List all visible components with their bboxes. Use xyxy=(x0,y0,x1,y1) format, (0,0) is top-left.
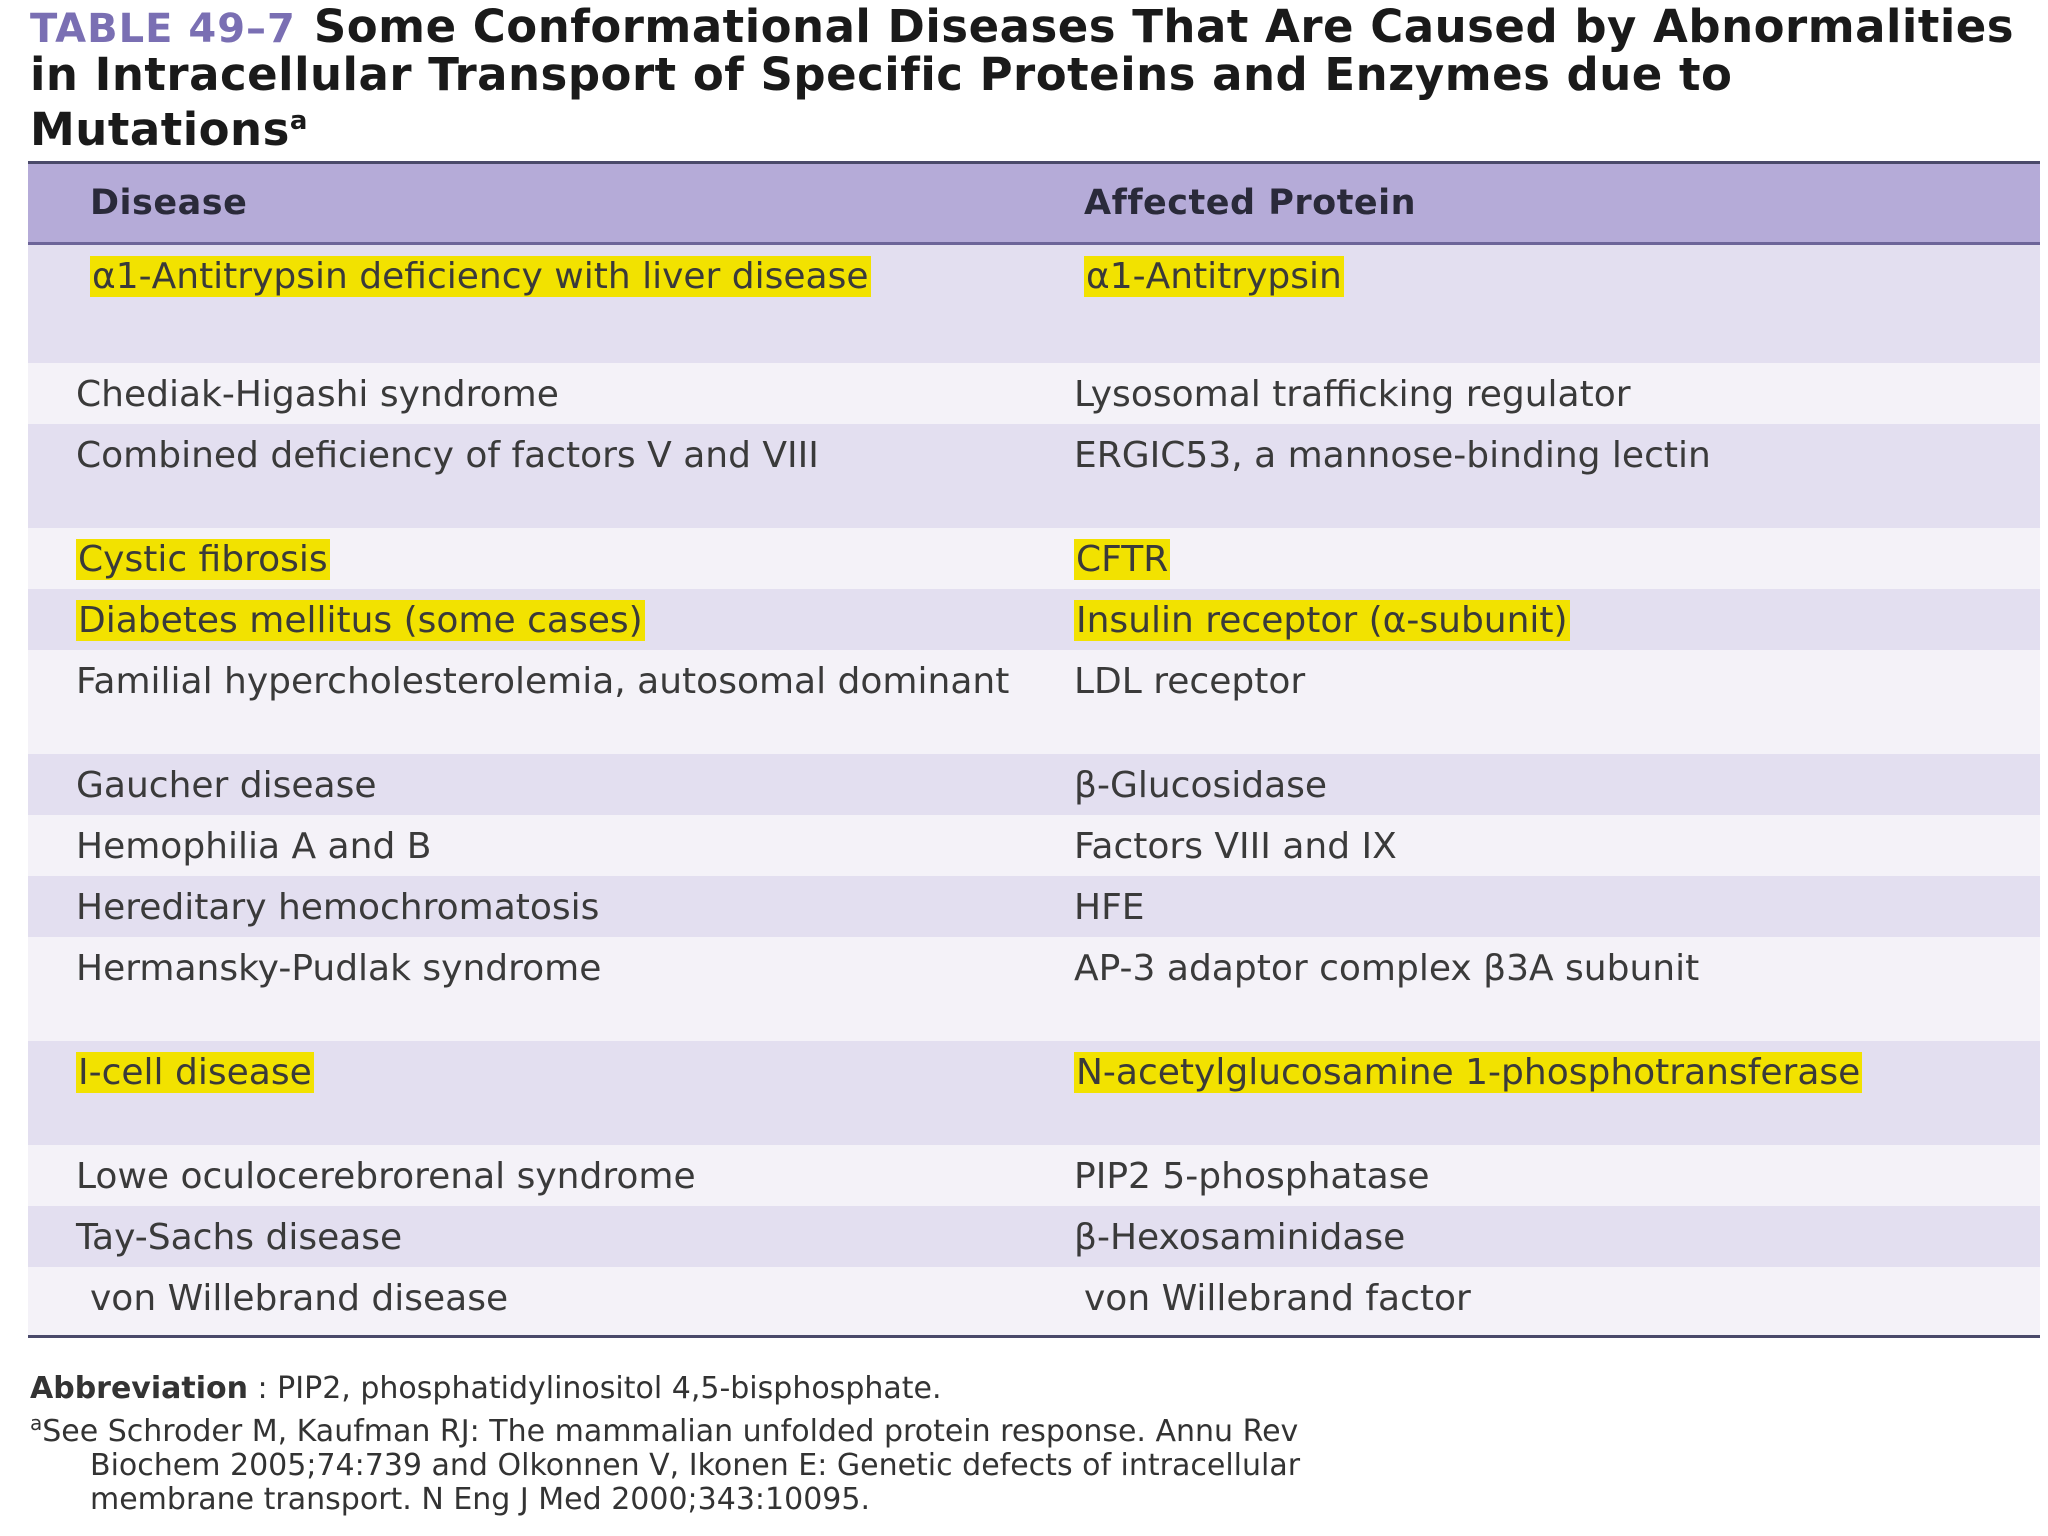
disease-cell: Combined deficiency of factors V and VIII xyxy=(76,435,819,476)
table-row xyxy=(28,876,2040,937)
disease-cell: Hermansky-Pudlak syndrome xyxy=(76,948,602,989)
title-footnote-marker: a xyxy=(289,106,308,136)
table-row xyxy=(28,424,2040,528)
disease-cell xyxy=(28,1051,1034,1135)
protein-cell: Lysosomal trafficking regulator xyxy=(1074,374,1631,415)
table-row xyxy=(28,528,2040,589)
disease-cell xyxy=(28,255,1034,353)
disease-cell: Hemophilia A and B xyxy=(76,826,432,867)
note-line-1: See Schroder M, Kaufman RJ: The mammalian unfolded protein response. Annu Rev xyxy=(42,1414,1299,1449)
table-title xyxy=(30,0,2020,156)
abbreviation-text: : PIP2, phosphatidylinositol 4,5-bisphosphate. xyxy=(257,1371,942,1406)
header-disease: Disease xyxy=(90,183,248,223)
table-footnotes xyxy=(30,1372,2020,1517)
highlighted-text: α1-Antitrypsin xyxy=(1086,256,1342,297)
table-row xyxy=(28,245,2040,363)
abbreviation-label: Abbreviation xyxy=(30,1371,248,1406)
table-row xyxy=(28,363,2040,424)
reference-note-line-3: membrane transport. N Eng J Med 2000;343:10095. xyxy=(90,1482,870,1517)
protein-cell: β-Glucosidase xyxy=(1074,765,1328,806)
table-row xyxy=(28,1267,2040,1335)
disease-cell: Tay-Sachs disease xyxy=(76,1217,403,1258)
disease-cell: Chediak-Higashi syndrome xyxy=(76,374,559,415)
protein-cell: AP-3 adaptor complex β3A subunit xyxy=(1074,948,1700,989)
protein-cell xyxy=(1034,1051,2040,1135)
table-header-row xyxy=(28,164,2040,245)
highlighted-text: CFTR xyxy=(1076,539,1169,580)
table-row xyxy=(28,1041,2040,1145)
protein-cell: ERGIC53, a mannose-binding lectin xyxy=(1074,435,1711,476)
highlighted-text: α1-Antitrypsin deficiency with liver disease xyxy=(92,256,869,297)
abbreviation-note xyxy=(30,1372,2020,1406)
table-row xyxy=(28,937,2040,1041)
protein-cell: LDL receptor xyxy=(1074,661,1306,702)
protein-cell xyxy=(1034,599,2040,640)
highlighted-text: Diabetes mellitus (some cases) xyxy=(78,600,643,641)
protein-cell: von Willebrand factor xyxy=(1084,1278,1471,1319)
table-row xyxy=(28,650,2040,754)
disease-cell: Familial hypercholesterolemia, autosomal dominant xyxy=(76,661,1010,702)
table-row xyxy=(28,1145,2040,1206)
protein-cell: HFE xyxy=(1074,887,1145,928)
protein-cell xyxy=(1034,255,2040,353)
disease-cell: von Willebrand disease xyxy=(90,1278,509,1319)
protein-cell xyxy=(1034,538,2040,579)
table-row xyxy=(28,589,2040,650)
highlighted-text: I-cell disease xyxy=(78,1052,312,1093)
disease-cell xyxy=(28,538,1034,579)
table-title-text: Some Conformational Diseases That Are Caused by Abnormalities in Intracellular Transport of Specific Proteins and Enzymes due to Mutations xyxy=(30,0,2015,156)
header-affected-protein: Affected Protein xyxy=(1084,183,1417,223)
protein-cell: β-Hexosaminidase xyxy=(1074,1217,1406,1258)
disease-cell: Lowe oculocerebrorenal syndrome xyxy=(76,1156,696,1197)
note-marker: a xyxy=(30,1411,43,1435)
protein-cell: Factors VIII and IX xyxy=(1074,826,1397,867)
table-number-label: TABLE 49–7 xyxy=(30,6,296,52)
table-row xyxy=(28,815,2040,876)
table-row xyxy=(28,1206,2040,1267)
highlighted-text: Cystic fibrosis xyxy=(78,539,328,580)
protein-cell: PIP2 5-phosphatase xyxy=(1074,1156,1430,1197)
table-row xyxy=(28,754,2040,815)
disease-table xyxy=(28,161,2040,1338)
reference-note xyxy=(30,1406,2020,1449)
disease-cell: Hereditary hemochromatosis xyxy=(76,887,600,928)
highlighted-text: Insulin receptor (α-subunit) xyxy=(1076,600,1568,641)
highlighted-text: N-acetylglucosamine 1-phosphotransferase xyxy=(1076,1052,1861,1093)
disease-cell: Gaucher disease xyxy=(76,765,377,806)
disease-cell xyxy=(28,599,1034,640)
reference-note-line-2: Biochem 2005;74:739 and Olkonnen V, Ikonen E: Genetic defects of intracellular xyxy=(90,1448,1301,1483)
